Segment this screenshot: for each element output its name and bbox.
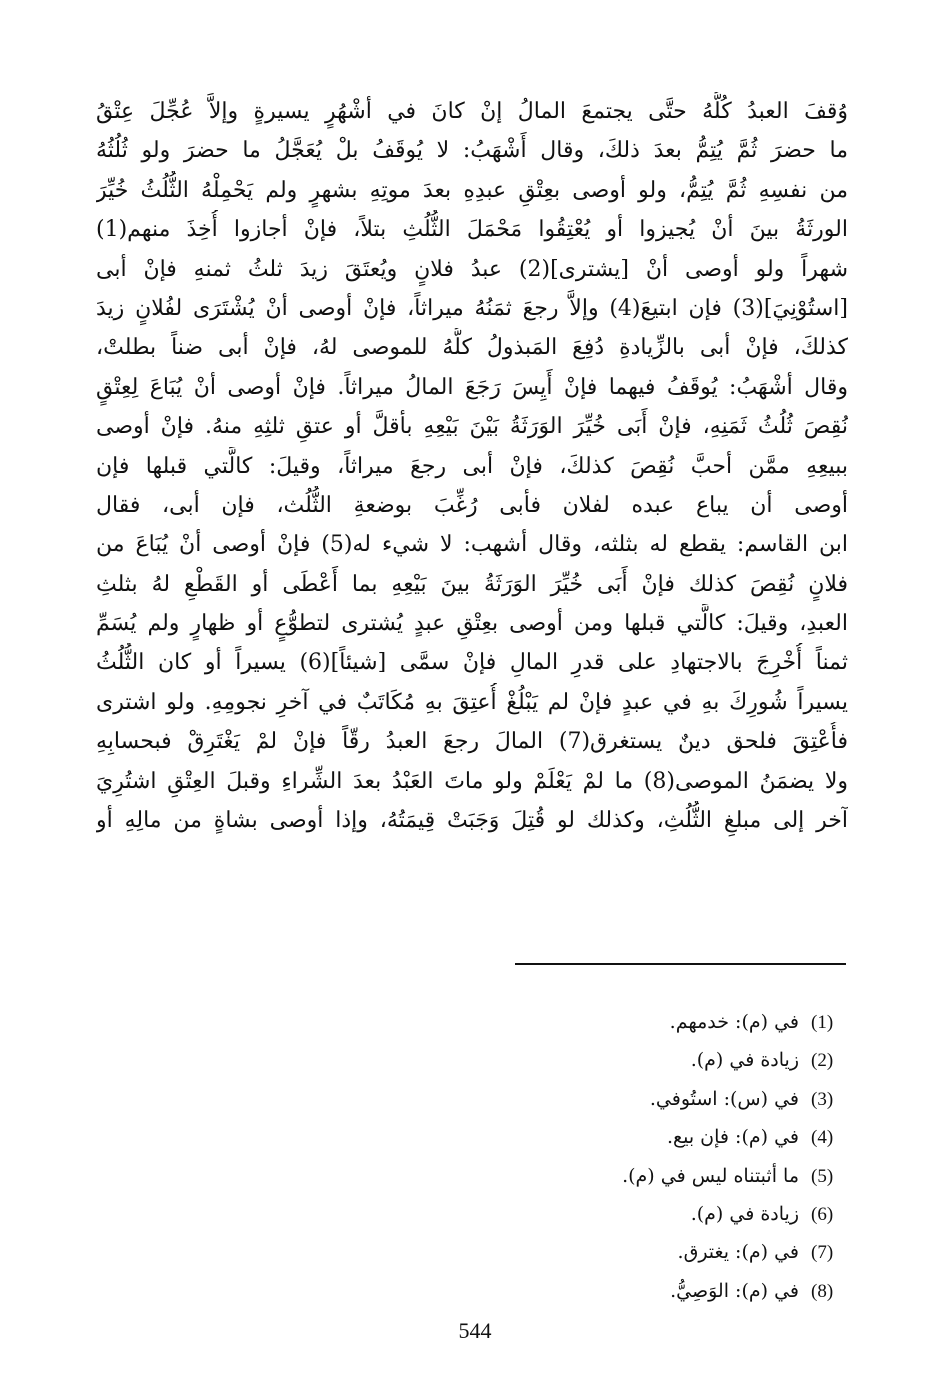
footnote-text: في (م): خدمهم.: [669, 1011, 799, 1033]
text-line: نُقِصَ ثُلُثُ ثَمَنِهِ، فإنْ أَبَى خُيِّرَ الوَرَثَةُ بَيْنَ بَيْعِهِ بأقلَّ أو عتقِ ثلثِهِ منهُ. فإنْ أوصى: [96, 414, 848, 440]
footnote-text: ما أثبتناه ليس في (م).: [622, 1164, 799, 1187]
text-line: ولا يضمَنُ الموصى(8) ما لمْ يَعْلَمْ ولو ماتَ العَبْدُ بعدَ الشِّراءِ وقبلَ العِتْقِ اشتُرِيَ: [96, 768, 848, 794]
text-line: يسيراً شُورِكَ بهِ في عبدٍ فإنْ لم يَبْلُغْ أُعتِقَ بهِ مُكَاتَبٌ في آخرِ نجومِهِ. ولو اشترى: [96, 689, 848, 715]
footnote-item: [487, 1157, 847, 1195]
text-line: فأُعْتِقَ فلحق دينٌ يستغرق(7) المالَ رجعَ العبدُ رقّاً فإنْ لمْ يَغْتَرِقْ فبحسابِهِ: [96, 729, 848, 755]
footnote-text: في (م): يغترق.: [677, 1241, 799, 1264]
footnote-number: (6): [811, 1203, 834, 1225]
text-line: ثمناً أُخْرِجَ بالاجتهادِ على قدرِ المالِ فإنْ سمَّى [شيئاً](6) يسيراً أو كان الثُّلُثُ: [96, 650, 848, 676]
footnote-item: [487, 1041, 847, 1079]
footnote-number: (5): [811, 1165, 834, 1187]
footnote-separator: [515, 963, 846, 965]
text-line: آخر إلى مبلغِ الثُّلُثِ، وكذلك لو قُتِلَ وَجَبَتْ قِيمَتُهُ، وإذا أوصى بشاةٍ من مالِهِ أو: [96, 808, 848, 834]
text-line: الورثَةُ بينَ أنْ يُجيزوا أو يُعْتِقُوا مَحْمَلَ الثُّلُثِ بتلاً، فإنْ أجازوا أُخِذَ منهم(1): [96, 217, 848, 243]
footnote-item: [487, 1233, 847, 1271]
text-line: وقال أشْهَبُ: يُوقَفُ فيهما فإنْ أَيِسَ رَجَعَ المالُ ميراثاً. فإنْ أوصى أنْ يُبَاعَ لِعِتْقٍ: [96, 374, 848, 400]
footnote-item: [487, 1118, 847, 1156]
footnote-text: في (س): استُوفي.: [649, 1087, 799, 1110]
footnote-text: في (م): فإن بيع.: [666, 1126, 799, 1149]
footnote-number: (1): [811, 1012, 834, 1033]
text-line: كذلكَ، فإنْ أبى بالزِّيادةِ دُفِعَ المَبذولُ كلُّهُ للموصى لهُ، فإنْ أبى ضناً بطلتْ،: [96, 335, 848, 361]
footnote-number: (8): [811, 1280, 834, 1302]
text-line: ما حضرَ ثُمَّ يُتِمُّ بعدَ ذلكَ، وقال أَشْهَبُ: لا يُوقَفُ بلْ يُعَجَّلُ ما حضرَ ولو ثُلُثُهُ: [96, 138, 848, 164]
footnote-item: [487, 1272, 847, 1310]
footnote-number: (7): [811, 1242, 834, 1264]
footnote-item: [487, 1080, 847, 1118]
footnote-number: (2): [811, 1050, 834, 1072]
footnote-text: زيادة في (م).: [690, 1049, 799, 1072]
main-text: [96, 92, 848, 840]
text-line: شهراً ولو أوصى أنْ [يشترى](2) عبدُ فلانٍ ويُعتَقَ زيدَ ثلثُ ثمنهِ فإنْ أبى: [96, 256, 848, 282]
text-line: [استُوْنِيَ](3) فإن ابتيعَ(4) وإلاَّ رجعَ ثمَنُهُ ميراثاً، فإنْ أوصى أنْ يُشْتَرَى لفُلانٍ زيدَ: [96, 295, 848, 321]
text-line: فلانٍ نُقِصَ كذلك فإنْ أَبَى خُيِّرَ الوَرَثَةُ بينَ بَيْعِهِ بما أَعْطَى أو القَطْعِ لهُ بثلثِ: [96, 571, 848, 597]
text-line: وُقفَ العبدُ كُلُّهُ حتَّى يجتمعَ المالُ إنْ كانَ في أشْهُرٍ يسيرةٍ وإلاَّ عُجِّلَ عِتْقُ: [96, 99, 848, 124]
footnote-text: في (م): الوَصِيُّ.: [670, 1279, 799, 1302]
footnote-item: [487, 1003, 847, 1041]
footnote-item: [487, 1195, 847, 1233]
footnote-text: زيادة في (م).: [690, 1202, 799, 1225]
text-line: ببيعِهِ ممَّن أحبَّ نُقِصَ كذلكَ، فإنْ أبى رجعَ ميراثاً، وقيلَ: كالَّتي قبلها فإن: [96, 453, 848, 479]
footnote-number: (3): [811, 1088, 834, 1110]
text-line: من نفسِهِ ثُمَّ يُتِمُّ، ولو أوصى بعِتْقِ عبدِهِ بعدَ موتِهِ بشهرٍ ولم يَحْمِلْهُ الثُّلُثُ خُيِّرَ: [96, 177, 848, 203]
text-line: أوصى أن يباع عبده لفلان فأبى رُغِّبَ بوضعةِ الثُّلُث، فإن أبى، فقال: [96, 492, 848, 518]
footnotes-list: [487, 1003, 847, 1310]
footnote-number: (4): [811, 1127, 834, 1149]
text-line: ابن القاسم: يقطع له بثلثه، وقال أشهب: لا شيء له(5) فإنْ أوصى أنْ يُبَاعَ من: [96, 532, 848, 558]
text-line: العبدِ، وقيلَ: كالَّتي قبلها ومن أوصى بعِتْقِ عبدٍ يُشترى لتطوُّعٍ أو ظهارٍ ولم يُسَمِّ: [96, 611, 848, 637]
page-number: 544: [458, 1318, 492, 1343]
